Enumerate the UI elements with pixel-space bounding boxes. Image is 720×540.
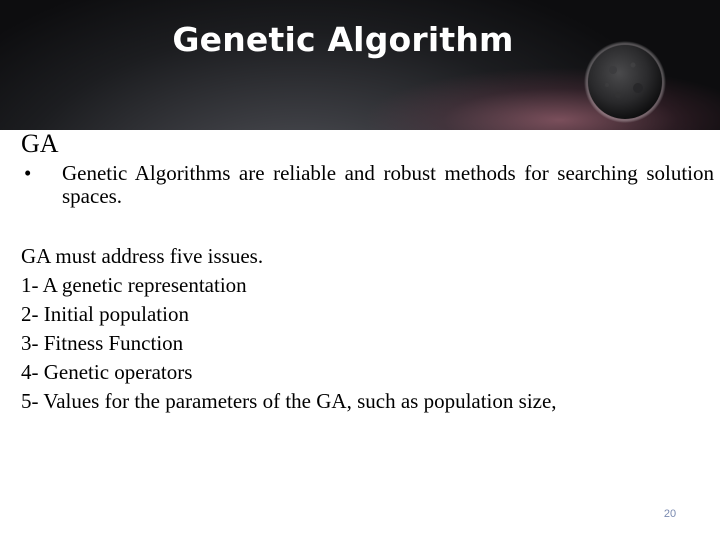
slide-number: 20 xyxy=(663,508,677,520)
bullet-item xyxy=(21,162,714,208)
bullet-list xyxy=(21,162,714,208)
body-item: 4- Genetic operators xyxy=(21,360,193,384)
section-heading: GA xyxy=(21,129,59,158)
body-item: 5- Values for the parameters of the GA, such as population size, xyxy=(21,389,557,413)
bullet-text: Genetic Algorithms are reliable and robust methods for searching solution spaces. xyxy=(62,161,714,208)
body-item: 3- Fitness Function xyxy=(21,331,184,355)
body-text xyxy=(21,242,711,416)
slide-title: Genetic Algorithm xyxy=(172,20,514,59)
body-item: 1- A genetic representation xyxy=(21,273,247,297)
body-item: 2- Initial population xyxy=(21,302,189,326)
header-banner xyxy=(0,0,720,130)
bullet-marker: • xyxy=(24,161,32,185)
body-intro: GA must address five issues. xyxy=(21,244,264,268)
